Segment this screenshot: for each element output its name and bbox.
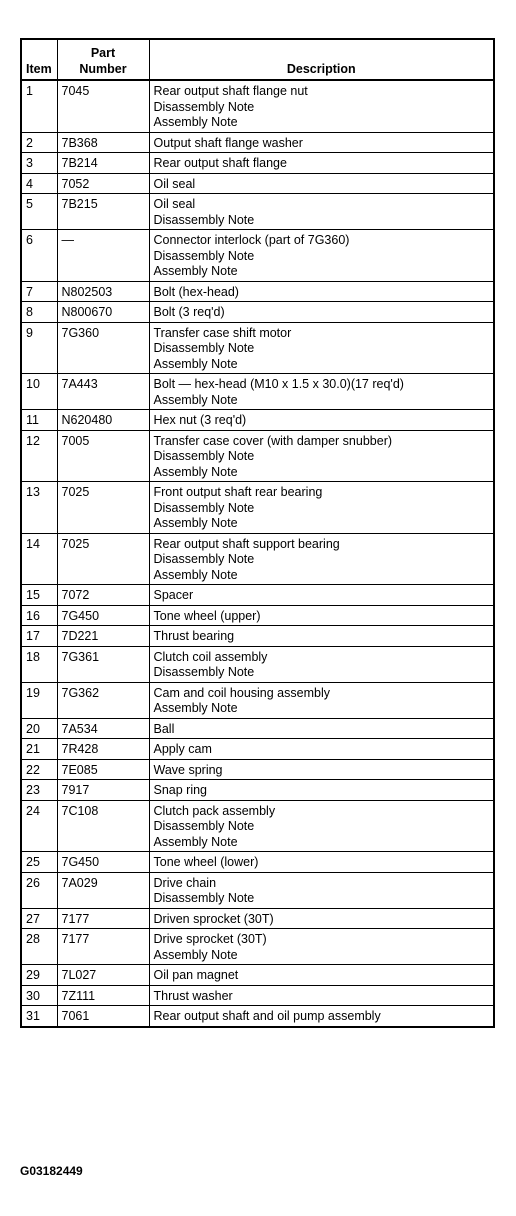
item-number: 22 [21,759,57,780]
description-text: Rear output shaft and oil pump assembly [153,1009,381,1023]
part-number: 7G361 [57,646,149,682]
part-number: 7052 [57,173,149,194]
part-number: 7A534 [57,718,149,739]
description [149,153,494,174]
description [149,605,494,626]
part-number: N800670 [57,302,149,323]
description-text: Oil pan magnet [153,968,239,982]
item-number: 27 [21,908,57,929]
table-row [21,410,494,431]
item-number: 30 [21,985,57,1006]
description [149,929,494,965]
description-note: Disassembly Note [153,212,255,227]
table-body [21,80,494,1027]
description-text: Oil seal [153,176,196,191]
description-note: Assembly Note [153,834,238,849]
description-note: Disassembly Note [153,341,255,355]
description [149,759,494,780]
table-row [21,533,494,585]
item-number: 28 [21,929,57,965]
figure-id: G03182449 [20,1164,83,1178]
description-text: Drive sprocket (30T) [153,932,267,946]
description [149,173,494,194]
description-text: Oil seal [153,197,196,211]
description-note: Disassembly Note [153,500,255,515]
table-row [21,908,494,929]
table-row [21,646,494,682]
part-number: 7005 [57,430,149,482]
description-text: Bolt (3 req'd) [153,305,225,319]
table-row [21,173,494,194]
description-text: Clutch coil assembly [153,649,268,664]
description-note: Disassembly Note [153,891,255,905]
table-row [21,322,494,374]
description [149,410,494,431]
description [149,585,494,606]
description-text: Driven sprocket (30T) [153,911,274,926]
part-number: 7177 [57,908,149,929]
table-row [21,800,494,852]
header-item: Item [21,39,57,80]
description-text: Cam and coil housing assembly [153,685,330,700]
description [149,965,494,986]
table-row [21,759,494,780]
description [149,302,494,323]
description-text: Drive chain [153,875,217,890]
table-row [21,80,494,132]
description-text: Snap ring [153,783,208,797]
part-number: 7B214 [57,153,149,174]
table-row [21,626,494,647]
table-row [21,482,494,534]
description-note: Disassembly Note [153,665,255,679]
description-text: Rear output shaft flange [153,156,287,170]
item-number: 13 [21,482,57,534]
description [149,739,494,760]
description-text: Apply cam [153,742,212,756]
description-text: Rear output shaft support bearing [153,536,340,551]
table-row [21,153,494,174]
description-text: Front output shaft rear bearing [153,485,323,499]
item-number: 1 [21,80,57,132]
header-part-number [57,39,149,80]
description [149,482,494,534]
item-number: 8 [21,302,57,323]
description [149,374,494,410]
item-number: 31 [21,1006,57,1027]
description-note: Disassembly Note [153,99,255,114]
description-text: Tone wheel (lower) [153,855,259,869]
table-row [21,682,494,718]
part-number: 7072 [57,585,149,606]
description [149,780,494,801]
part-number: 7E085 [57,759,149,780]
description-text: Bolt (hex-head) [153,284,239,299]
description-text: Output shaft flange washer [153,135,303,150]
part-number: N802503 [57,281,149,302]
table-row [21,585,494,606]
description-note: Assembly Note [153,264,238,278]
description [149,322,494,374]
header-part-number-line2: Number [79,61,127,76]
description-note: Assembly Note [153,115,238,129]
part-number: 7L027 [57,965,149,986]
header-part-number-line1: Part [90,46,116,60]
table-row [21,430,494,482]
description [149,194,494,230]
description-note: Disassembly Note [153,248,255,263]
part-number: 7G360 [57,322,149,374]
part-number: 7R428 [57,739,149,760]
description-note: Assembly Note [153,947,238,962]
item-number: 3 [21,153,57,174]
description-text: Ball [153,721,175,736]
table-row [21,302,494,323]
part-number: N620480 [57,410,149,431]
part-number: 7045 [57,80,149,132]
table-header [21,39,494,80]
description-note: Assembly Note [153,516,238,530]
part-number: — [57,230,149,282]
item-number: 6 [21,230,57,282]
description-text: Clutch pack assembly [153,803,276,818]
description [149,1006,494,1027]
description-text: Hex nut (3 req'd) [153,413,247,427]
table-row [21,605,494,626]
table-row [21,739,494,760]
description-text: Wave spring [153,762,223,777]
part-number: 7Z111 [57,985,149,1006]
table-row [21,1006,494,1027]
part-number: 7B215 [57,194,149,230]
table-row [21,872,494,908]
item-number: 12 [21,430,57,482]
item-number: 15 [21,585,57,606]
description [149,80,494,132]
item-number: 4 [21,173,57,194]
description [149,132,494,153]
description-text: Rear output shaft flange nut [153,84,308,98]
description [149,682,494,718]
description-note: Assembly Note [153,567,238,582]
part-number: 7A029 [57,872,149,908]
description [149,281,494,302]
part-number: 7177 [57,929,149,965]
description-text: Tone wheel (upper) [153,608,261,623]
table-row [21,194,494,230]
table-row [21,718,494,739]
part-number: 7025 [57,482,149,534]
description [149,230,494,282]
part-number: 7917 [57,780,149,801]
description-text: Connector interlock (part of 7G360) [153,233,350,247]
description-text: Thrust bearing [153,629,235,643]
description [149,985,494,1006]
part-number: 7G450 [57,852,149,873]
item-number: 17 [21,626,57,647]
description-note: Assembly Note [153,464,238,479]
part-number: 7G450 [57,605,149,626]
part-number: 7061 [57,1006,149,1027]
item-number: 23 [21,780,57,801]
description [149,908,494,929]
description [149,533,494,585]
parts-table [20,38,495,1028]
item-number: 18 [21,646,57,682]
table-row [21,281,494,302]
description [149,852,494,873]
header-description: Description [149,39,494,80]
description-note: Assembly Note [153,356,238,371]
description-text: Spacer [153,588,194,602]
item-number: 10 [21,374,57,410]
item-number: 7 [21,281,57,302]
part-number: 7025 [57,533,149,585]
description [149,646,494,682]
part-number: 7C108 [57,800,149,852]
item-number: 21 [21,739,57,760]
description-text: Transfer case shift motor [153,325,292,340]
item-number: 14 [21,533,57,585]
description-note: Disassembly Note [153,449,255,463]
item-number: 2 [21,132,57,153]
part-number: 7B368 [57,132,149,153]
description [149,718,494,739]
description-note: Disassembly Note [153,819,255,833]
part-number: 7A443 [57,374,149,410]
item-number: 20 [21,718,57,739]
item-number: 24 [21,800,57,852]
description-note: Assembly Note [153,392,238,407]
header-row [21,39,494,80]
item-number: 9 [21,322,57,374]
table-row [21,132,494,153]
table-row [21,929,494,965]
table-row [21,985,494,1006]
description [149,872,494,908]
table-row [21,374,494,410]
part-number: 7G362 [57,682,149,718]
table-row [21,780,494,801]
description [149,800,494,852]
description-note: Disassembly Note [153,552,255,566]
description [149,430,494,482]
item-number: 29 [21,965,57,986]
table-row [21,852,494,873]
description-text: Thrust washer [153,988,233,1003]
item-number: 11 [21,410,57,431]
item-number: 26 [21,872,57,908]
item-number: 25 [21,852,57,873]
part-number: 7D221 [57,626,149,647]
item-number: 19 [21,682,57,718]
item-number: 5 [21,194,57,230]
description-text: Bolt — hex-head (M10 x 1.5 x 30.0)(17 req'd) [153,377,404,391]
description-note: Assembly Note [153,701,238,715]
description-text: Transfer case cover (with damper snubber) [153,433,393,448]
table-row [21,965,494,986]
table-row [21,230,494,282]
description [149,626,494,647]
item-number: 16 [21,605,57,626]
